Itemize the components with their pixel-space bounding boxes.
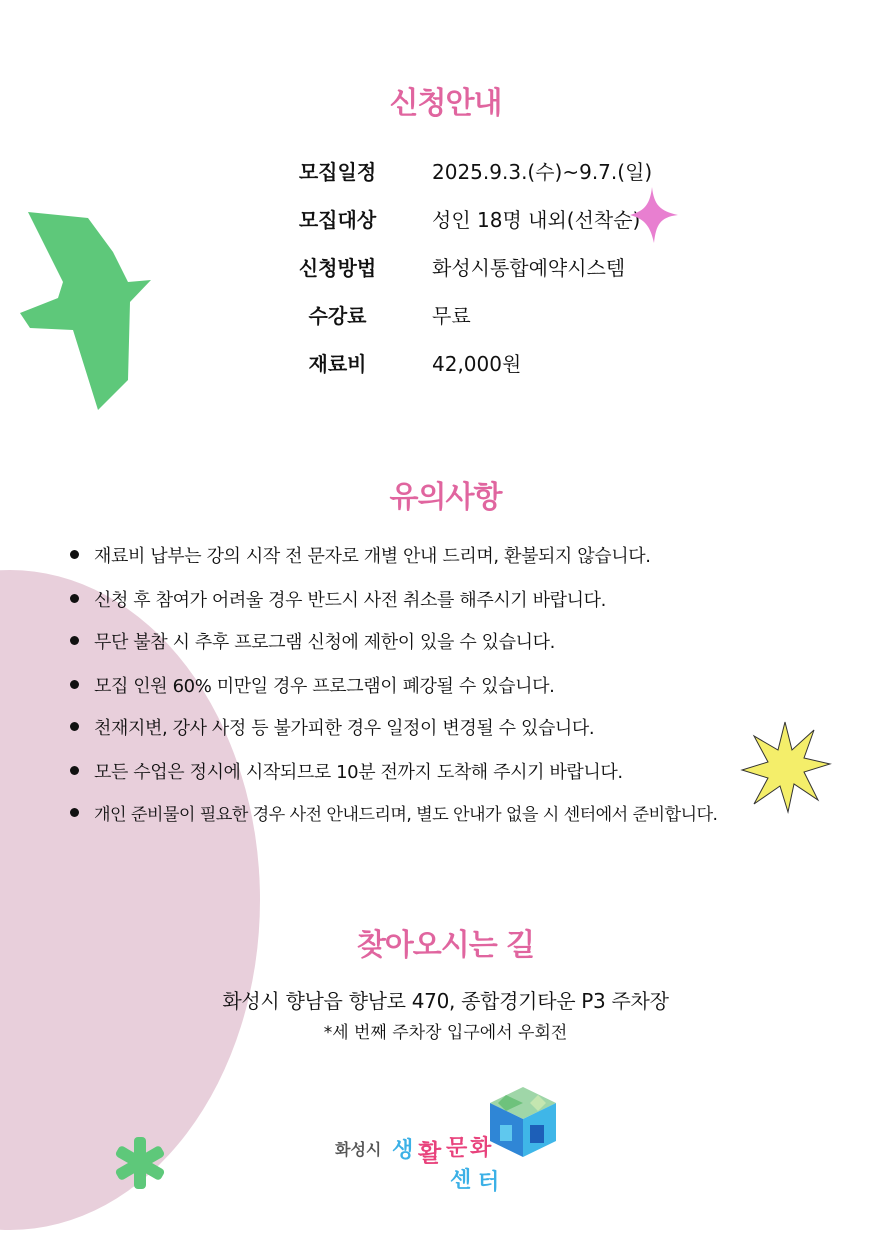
apply-section-title: 신청안내 <box>389 86 502 121</box>
note-text: 무단 불참 시 추후 프로그램 신청에 제한이 있을 수 있습니다. <box>94 632 555 653</box>
info-value: 42,000원 <box>432 352 522 376</box>
svg-text:문: 문 <box>446 1136 468 1161</box>
bullet-icon <box>70 766 79 775</box>
info-row-fee <box>0 300 891 340</box>
bullet-icon <box>70 808 79 817</box>
note-text: 모집 인원 60% 미만일 경우 프로그램이 폐강될 수 있습니다. <box>94 676 555 697</box>
note-text: 천재지변, 강사 사정 등 불가피한 경우 일정이 변경될 수 있습니다. <box>94 718 595 739</box>
info-label: 재료비 <box>308 352 367 376</box>
info-label: 신청방법 <box>298 256 377 280</box>
bullet-icon <box>70 550 79 559</box>
svg-text:화: 화 <box>470 1136 492 1161</box>
address-text: 화성시 향남읍 향남로 470, 종합경기타운 P3 주차장 <box>222 989 669 1013</box>
note-text: 재료비 납부는 강의 시작 전 문자로 개별 안내 드리며, 환불되지 않습니다. <box>94 546 651 567</box>
note-text: 신청 후 참여가 어려울 경우 반드시 사전 취소를 해주시기 바랍니다. <box>94 590 606 611</box>
info-row-target <box>0 204 891 244</box>
info-row-schedule <box>0 156 891 196</box>
center-logo <box>335 1085 565 1195</box>
burst-star-icon <box>740 720 832 815</box>
info-value: 화성시통합예약시스템 <box>432 256 626 280</box>
svg-text:생: 생 <box>392 1138 414 1163</box>
bullet-icon <box>70 594 79 603</box>
bullet-icon <box>70 680 79 689</box>
pink-circle-decoration <box>0 570 260 1230</box>
logo-city-text: 화성시 <box>335 1140 382 1159</box>
info-label: 수강료 <box>308 304 367 328</box>
info-label: 모집대상 <box>298 208 377 232</box>
info-value: 2025.9.3.(수)~9.7.(일) <box>432 160 653 184</box>
asterisk-shape-icon <box>110 1135 172 1191</box>
svg-text:활: 활 <box>418 1139 442 1167</box>
note-text: 모든 수업은 정시에 시작되므로 10분 전까지 도착해 주시기 바랍니다. <box>94 762 623 783</box>
info-value: 무료 <box>432 304 471 328</box>
cube-logo-icon <box>488 1085 558 1160</box>
svg-text:터: 터 <box>478 1170 500 1195</box>
notes-section-title: 유의사항 <box>389 480 502 515</box>
info-label: 모집일정 <box>298 160 377 184</box>
bullet-icon <box>70 722 79 731</box>
sparkle-star-icon <box>630 187 680 245</box>
directions-section-title: 찾아오시는 길 <box>356 928 535 963</box>
bullet-icon <box>70 636 79 645</box>
address-note: *세 번째 주차장 입구에서 우회전 <box>323 1023 568 1043</box>
info-row-method <box>0 252 891 292</box>
info-value: 성인 18명 내외(선착순) <box>432 208 641 232</box>
note-text: 개인 준비물이 필요한 경우 사전 안내드리며, 별도 안내가 없을 시 센터에서 준비합니다. <box>94 805 718 825</box>
info-row-material <box>0 348 891 388</box>
svg-text:센: 센 <box>450 1168 472 1193</box>
